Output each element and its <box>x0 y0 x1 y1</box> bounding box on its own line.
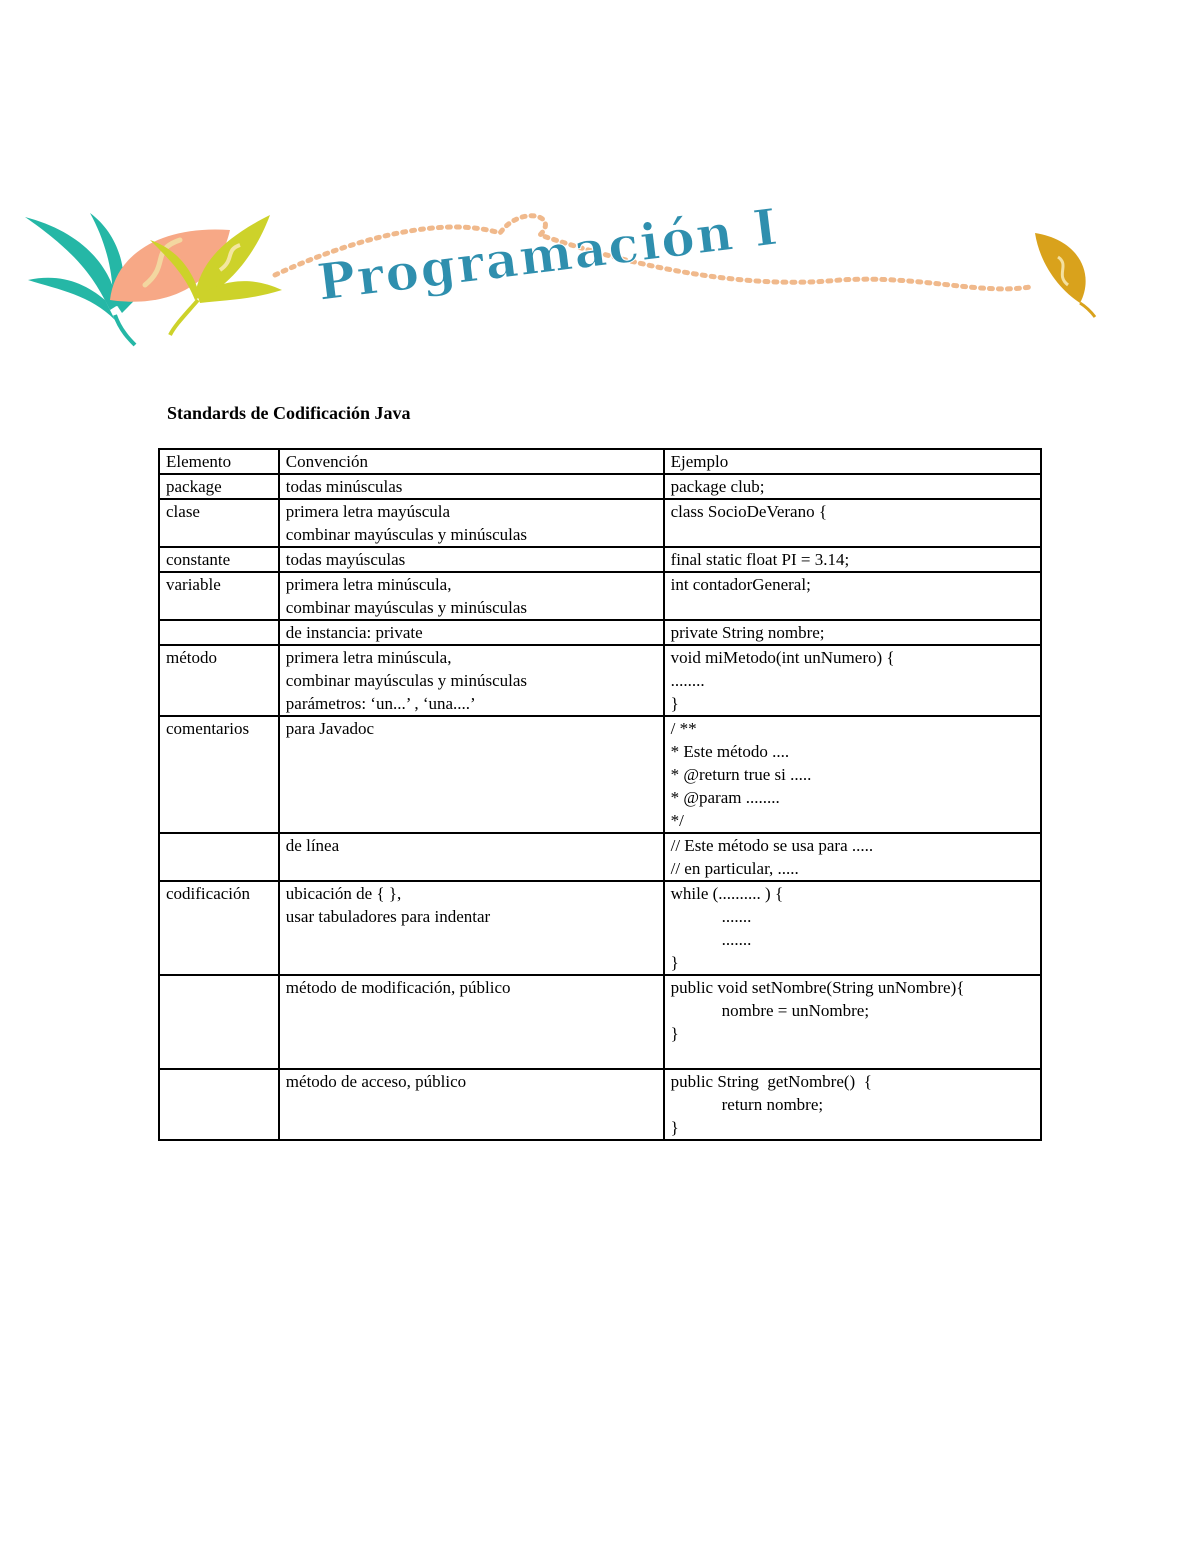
header-elemento: Elemento <box>159 449 279 474</box>
cell-elemento <box>159 975 279 1069</box>
cell-ejemplo: int contadorGeneral; <box>664 572 1041 620</box>
cell-convencion: método de modificación, público <box>279 975 664 1069</box>
cell-ejemplo: public String getNombre() { return nombre; } <box>664 1069 1041 1140</box>
cell-ejemplo: class SocioDeVerano { <box>664 499 1041 547</box>
cell-ejemplo: public void setNombre(String unNombre){ nombre = unNombre; } <box>664 975 1041 1069</box>
table-body <box>159 474 1041 1140</box>
cell-convencion: método de acceso, público <box>279 1069 664 1140</box>
cell-convencion: primera letra minúscula, combinar mayúsculas y minúsculas parámetros: ‘un...’ , ‘una....’ <box>279 645 664 716</box>
cell-convencion: para Javadoc <box>279 716 664 833</box>
cell-elemento: codificación <box>159 881 279 975</box>
table-row <box>159 881 1041 975</box>
cell-ejemplo: package club; <box>664 474 1041 499</box>
cell-elemento: constante <box>159 547 279 572</box>
cell-elemento: comentarios <box>159 716 279 833</box>
table-row <box>159 474 1041 499</box>
cell-ejemplo: void miMetodo(int unNumero) { ........ } <box>664 645 1041 716</box>
coding-standards-table <box>158 448 1042 1141</box>
table-row <box>159 716 1041 833</box>
banner-artwork <box>20 195 1110 350</box>
cell-ejemplo: / ** * Este método .... * @return true si ..... * @param ........ */ <box>664 716 1041 833</box>
cell-convencion: ubicación de { }, usar tabuladores para indentar <box>279 881 664 975</box>
table-row <box>159 620 1041 645</box>
cell-elemento: package <box>159 474 279 499</box>
table-row <box>159 572 1041 620</box>
cell-elemento: variable <box>159 572 279 620</box>
table-row <box>159 833 1041 881</box>
cell-ejemplo: // Este método se usa para ..... // en particular, ..... <box>664 833 1041 881</box>
table-row <box>159 975 1041 1069</box>
cell-elemento: clase <box>159 499 279 547</box>
document-title: Standards de Codificación Java <box>167 403 411 423</box>
gold-leaf-icon <box>1035 233 1095 317</box>
cell-convencion: todas minúsculas <box>279 474 664 499</box>
cell-convencion: primera letra mayúscula combinar mayúsculas y minúsculas <box>279 499 664 547</box>
table-header-row <box>159 449 1041 474</box>
cell-convencion: primera letra minúscula, combinar mayúsculas y minúsculas <box>279 572 664 620</box>
cell-convencion: de línea <box>279 833 664 881</box>
cell-elemento <box>159 1069 279 1140</box>
cell-ejemplo: while (.......... ) { ....... ....... } <box>664 881 1041 975</box>
cell-elemento <box>159 833 279 881</box>
cell-convencion: todas mayúsculas <box>279 547 664 572</box>
cell-elemento: método <box>159 645 279 716</box>
table-row <box>159 645 1041 716</box>
cell-convencion: de instancia: private <box>279 620 664 645</box>
header-convencion: Convención <box>279 449 664 474</box>
header-ejemplo: Ejemplo <box>664 449 1041 474</box>
table-row <box>159 499 1041 547</box>
cell-ejemplo: private String nombre; <box>664 620 1041 645</box>
cell-ejemplo: final static float PI = 3.14; <box>664 547 1041 572</box>
banner-title: Programación I <box>314 196 783 312</box>
table-row <box>159 1069 1041 1140</box>
cell-elemento <box>159 620 279 645</box>
table-row <box>159 547 1041 572</box>
